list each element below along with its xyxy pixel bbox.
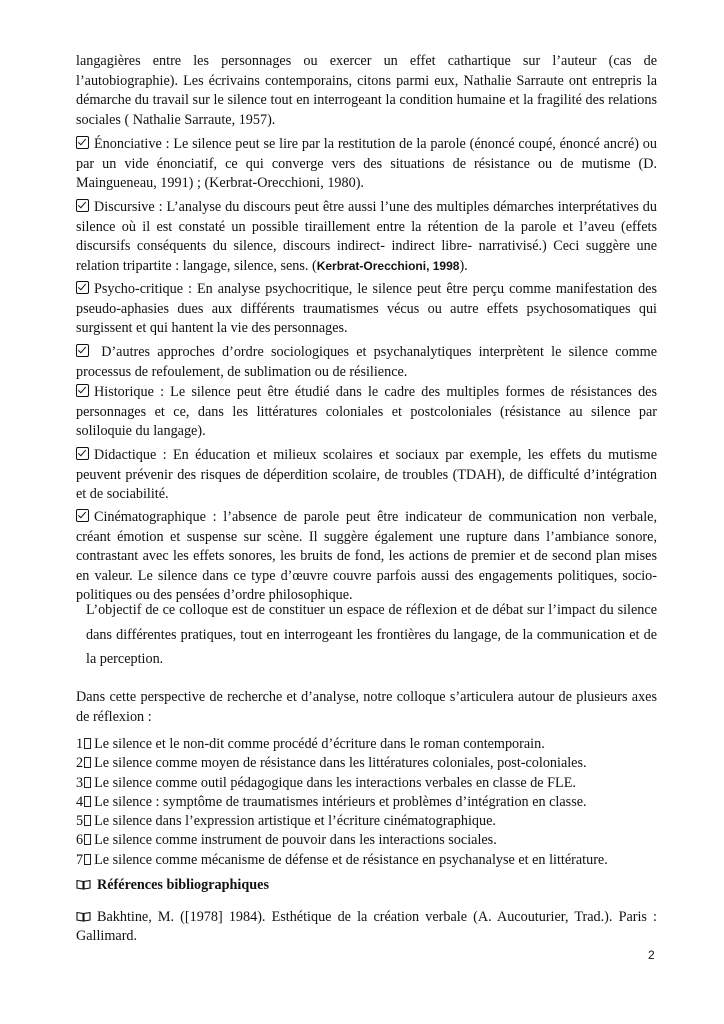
axis-text: Le silence comme instrument de pouvoir dans les interactions sociales. — [94, 832, 497, 848]
checked-box-icon — [76, 199, 89, 212]
checked-box-icon — [76, 447, 89, 460]
axis-number: 3 — [76, 775, 84, 791]
axis-text: Le silence et le non-dit comme procédé d’écriture dans le roman contemporain. — [94, 736, 545, 752]
page-number: 2 — [648, 948, 655, 962]
reference-text: Bakhtine, M. ([1978] 1984). Esthétique de la création verbale (A. Aucouturier, Trad.). Paris : Gallimard. — [76, 909, 657, 944]
item-text: Psycho-critique : En analyse psychocritique, le silence peut être perçu comme manifestation des pseudo-aphasies dues aux différents traumatismes vécus ou autre effets psychosomatiques qui surgissent et qui hantent la vie des personnages. — [76, 281, 657, 337]
axis-item — [76, 812, 666, 831]
axis-number: 1 — [76, 736, 84, 752]
list-item-psycho-critique — [76, 280, 657, 339]
item-text: Didactique : En éducation et milieux scolaires et sociaux par exemple, les effets du mutisme peuvent prévenir des risques de déperdition scolaire, de troubles (TDAH), de difficulté d’intégration et de sociabilité. — [76, 447, 657, 503]
bullet-box-icon — [84, 738, 91, 749]
axis-text: Le silence comme moyen de résistance dans les littératures coloniales, post-coloniales. — [94, 755, 587, 771]
book-icon — [76, 911, 91, 922]
axis-item — [76, 831, 666, 850]
axis-item — [76, 851, 666, 870]
axis-text: Le silence comme outil pédagogique dans les interactions verbales en classe de FLE. — [94, 775, 576, 791]
checked-box-icon — [76, 384, 89, 397]
item-reference: Kerbrat-Orecchioni, 1998 — [316, 258, 460, 273]
list-item-cinematographique — [76, 508, 657, 606]
bullet-box-icon — [84, 815, 91, 826]
axis-text: Le silence dans l’expression artistique et l’écriture cinématographique. — [94, 813, 496, 829]
item-text: Cinématographique : l’absence de parole peut être indicateur de communication non verbale, créant émotion et suspense sur scène. Il suggère également une rupture dans l’ambiance sonore, contrastant avec les effets sonores, les bruits de fond, les actions de premier et de second plan mises en valeur. Le silence dans ce type d’œuvre couvre parfois aussi des engagements politiques, socio-politiques ou des pensées d’ordre philosophique. — [76, 509, 657, 604]
perspective-paragraph: Dans cette perspective de recherche et d’analyse, notre colloque s’articulera autour de plusieurs axes de réflexion : — [76, 689, 657, 725]
axis-item — [76, 735, 666, 754]
item-text: Historique : Le silence peut être étudié dans le cadre des multiples formes de résistances des personnages et ce, dans les littératures coloniales et postcoloniales (résistance au silence par soliloquie du langage). — [76, 384, 657, 440]
bullet-box-icon — [84, 796, 91, 807]
reference-entry — [76, 908, 657, 946]
references-heading — [76, 877, 269, 894]
book-icon — [76, 879, 91, 890]
bullet-box-icon — [84, 757, 91, 768]
axis-number: 5 — [76, 813, 84, 829]
item-text: Discursive : L’analyse du discours peut être aussi l’une des multiples démarches interprétatives du silence où il est constaté un possible tiraillement entre la rétention de la parole et l’aveu (effets discursifs conséquents du silence, discours indirect- indirect libre- narrativisé.) Ceci suggère une relation tripartite : langage, silence, sens. — [76, 199, 657, 274]
item-text: D’autres approches d’ordre sociologiques et psychanalytiques interprètent le silence comme processus de refoulement, de sublimation ou de résilience. — [76, 344, 657, 380]
list-item-historique — [76, 383, 657, 442]
axis-item — [76, 774, 666, 793]
axis-number: 6 — [76, 832, 84, 848]
axis-item — [76, 793, 666, 812]
axis-number: 4 — [76, 794, 84, 810]
axis-number: 7 — [76, 852, 84, 868]
axis-number: 2 — [76, 755, 84, 771]
objective-paragraph: L’objectif de ce colloque est de constituer un espace de réflexion et de débat sur l’impact du silence dans différentes pratiques, tout en interrogeant les frontières du langage, de la communication et de la perception. — [86, 602, 657, 668]
bullet-box-icon — [84, 834, 91, 845]
list-item-autres-approches — [76, 343, 657, 382]
checked-box-icon — [76, 344, 89, 357]
intro-paragraph: langagières entre les personnages ou exercer un effet cathartique sur l’auteur (cas de l’autobiographie). Les écrivains contemporains, citons parmi eux, Nathalie Sarraute ont entrepris la démarche du travail sur le silence tout en interrogeant la condition humaine et la fragilité des relations sociales ( Nathalie Sarraute, 1957). — [76, 53, 657, 128]
bullet-box-icon — [84, 777, 91, 788]
references-title: Références bibliographiques — [97, 877, 269, 893]
axis-item — [76, 754, 666, 773]
checked-box-icon — [76, 281, 89, 294]
list-item-discursive: Discursive : L’analyse du discours peut être aussi l’une des multiples démarches interprétatives du silence où il est constaté un possible tiraillement entre la rétention de la parole et l’aveu (effets discursifs conséquents du silence, discours indirect- indirect libre- narrativisé.) Ceci suggère une relation tripartite : langage, silence, sens. (Kerbrat-Orecchioni, 1998). — [76, 199, 657, 274]
list-item-enonciative — [76, 135, 657, 194]
list-item-didactique — [76, 446, 657, 505]
item-reference-tail: ). — [459, 257, 468, 274]
item-text: Énonciative : Le silence peut se lire par la restitution de la parole (énoncé coupé, énoncé ancré) ou par un vide énonciatif, ce qui converge vers des situations de résistance ou de mutisme (D. Maingueneau, 1991) ; (Kerbrat-Orecchioni, 1980). — [76, 136, 657, 192]
checked-box-icon — [76, 136, 89, 149]
axis-text: Le silence comme mécanisme de défense et de résistance en psychanalyse et en littérature. — [94, 852, 608, 868]
bullet-box-icon — [84, 854, 91, 865]
axis-text: Le silence : symptôme de traumatismes intérieurs et problèmes d’intégration en classe. — [94, 794, 587, 810]
checked-box-icon — [76, 509, 89, 522]
